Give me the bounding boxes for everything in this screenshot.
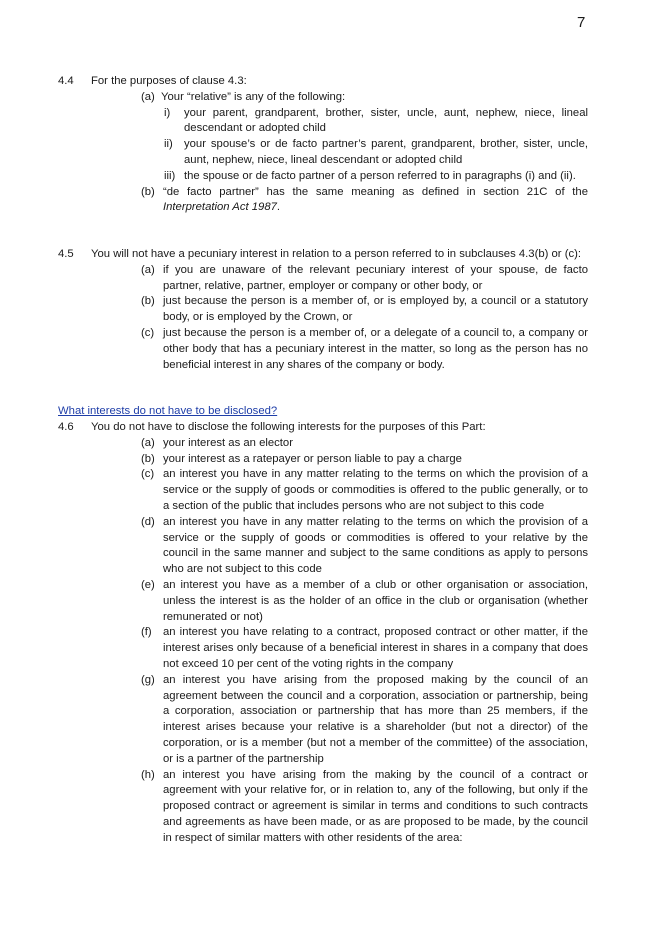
list-item bbox=[141, 452, 588, 468]
item-text: an interest you have in any matter relating to the terms on which the provision of a service or the supply of goods or commodities is offered to the public generally, or to a section of the public that includes persons who are not subject to this code bbox=[163, 468, 588, 512]
list-item bbox=[141, 326, 588, 373]
item-label: (d) bbox=[141, 515, 155, 528]
item-text: an interest you have in any matter relating to the terms on which the provision of a service or the supply of goods or commodities is offered to your relative by the council in the same manner and subject to the same conditions as apply to persons who are not subject to this code bbox=[163, 515, 588, 576]
item-label: (g) bbox=[141, 673, 155, 686]
item-text: your interest as an elector bbox=[163, 436, 293, 449]
item-label: (e) bbox=[141, 578, 155, 591]
list-item bbox=[141, 768, 588, 847]
item-label: iii) bbox=[164, 169, 176, 182]
item-text: an interest you have relating to a contract, proposed contract or other matter, if the interest arises only because of a beneficial interest in shares in a company that does not exceed 10 per cent of the voting rights in the company bbox=[163, 626, 588, 670]
item-label: (b) bbox=[141, 185, 155, 198]
item-text: your spouse’s or de facto partner’s parent, grandparent, brother, sister, uncle, aunt, nephew, niece, lineal descendant or adopted child bbox=[184, 138, 588, 166]
item-text-end: . bbox=[276, 201, 281, 214]
item-text: Your “relative” is any of the following: bbox=[161, 90, 346, 103]
item-text: your interest as a ratepayer or person liable to pay a charge bbox=[163, 452, 462, 465]
clause-number: 4.5 bbox=[58, 248, 74, 260]
item-text: just because the person is a member of, or is employed by, a council or a statutory body, or is employed by the Crown, or bbox=[163, 295, 588, 324]
clause-4-4 bbox=[58, 74, 588, 216]
list-item bbox=[164, 106, 588, 138]
item-label: (c) bbox=[141, 468, 155, 481]
clause-number: 4.4 bbox=[58, 75, 74, 87]
list-item bbox=[141, 625, 588, 672]
clause-text: You will not have a pecuniary interest in relation to a person referred to in subclauses 4.3(b) or (c): bbox=[91, 248, 582, 260]
clause-4-5 bbox=[58, 247, 588, 373]
item-text: an interest you have arising from the proposed making by the council of an agreement between the council and a corporation, association or partnership, being a corporation, association or partnership that has more than 25 members, if the interest arises because your relative is a shareholder (but not a director) of the corporation, or is a member (but not a member of the committee) of the association, or is a partner of the partnership bbox=[163, 673, 588, 765]
item-label: (a) bbox=[141, 263, 155, 276]
item-text: the spouse or de facto partner of a person referred to in paragraphs (i) and (ii). bbox=[184, 169, 576, 182]
clause-4-6 bbox=[58, 420, 588, 847]
page-number: 7 bbox=[577, 14, 586, 31]
item-label: (a) bbox=[141, 436, 155, 449]
list-item bbox=[141, 673, 588, 768]
item-label: (a) bbox=[141, 90, 155, 103]
clause-4-4-a bbox=[141, 90, 588, 106]
list-item bbox=[141, 294, 588, 326]
item-label: (c) bbox=[141, 326, 155, 339]
item-text: just because the person is a member of, or a delegate of a council to, a company or other body that has a pecuniary interest in the matter, so long as the person has no beneficial interest in any shares of the company or body. bbox=[163, 326, 588, 371]
list-item bbox=[141, 467, 588, 514]
list-item bbox=[164, 169, 588, 185]
list-item bbox=[141, 436, 588, 452]
item-label: (b) bbox=[141, 452, 155, 465]
item-label: ii) bbox=[164, 138, 173, 151]
item-text: your parent, grandparent, brother, sister, uncle, aunt, nephew, niece, lineal descendant or adopted child bbox=[184, 106, 588, 135]
item-text: an interest you have arising from the making by the council of a contract or agreement with your relative for, or in relation to, any of the following, but only if the proposed contract or agreement is similar in terms and conditions to such contracts and agreements as have been made, or as are proposed to be made, by the council in respect of similar matters with other residents of the area: bbox=[163, 768, 588, 844]
item-label: (f) bbox=[141, 626, 152, 639]
list-item bbox=[141, 578, 588, 625]
list-item bbox=[164, 137, 588, 169]
item-text: an interest you have as a member of a club or other organisation or association, unless the interest is as the holder of an office in the club or organisation (whether remunerated or not) bbox=[163, 578, 588, 623]
act-title: Interpretation Act 1987 bbox=[163, 201, 277, 214]
clause-4-4-b bbox=[141, 185, 588, 217]
section-heading-link[interactable]: What interests do not have to be disclosed? bbox=[58, 405, 278, 417]
item-text: “de facto partner” has the same meaning as defined in section 21C of the bbox=[163, 185, 588, 198]
item-label: i) bbox=[164, 106, 171, 119]
clause-text: For the purposes of clause 4.3: bbox=[91, 75, 247, 87]
clause-number: 4.6 bbox=[58, 421, 74, 433]
item-text: if you are unaware of the relevant pecuniary interest of your spouse, de facto partner, relative, partner, employer or company or other body, or bbox=[163, 263, 588, 292]
item-label: (h) bbox=[141, 768, 155, 781]
clause-text: You do not have to disclose the following interests for the purposes of this Part: bbox=[91, 421, 486, 433]
list-item bbox=[141, 515, 588, 578]
item-label: (b) bbox=[141, 295, 155, 308]
list-item bbox=[141, 263, 588, 295]
